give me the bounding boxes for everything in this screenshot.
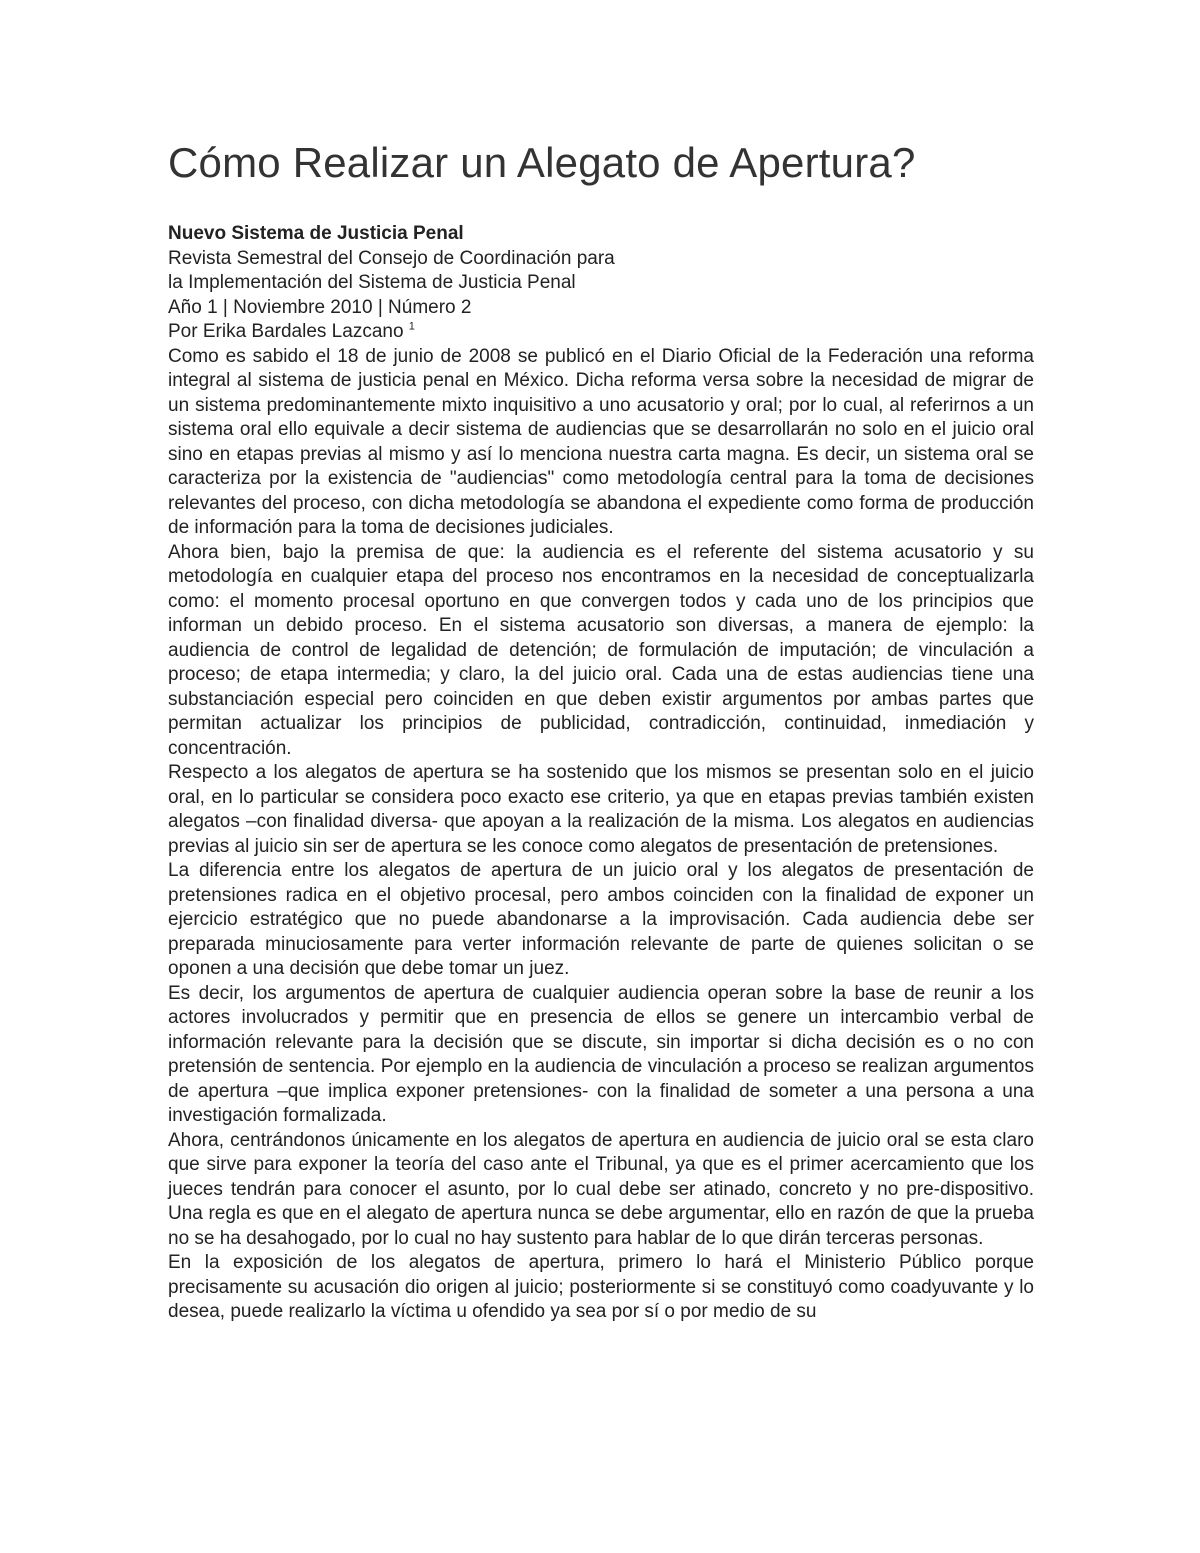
author-name: Por Erika Bardales Lazcano [168, 321, 404, 343]
author-footnote-marker: 1 [408, 321, 415, 334]
document-title: Cómo Realizar un Alegato de Apertura? [168, 139, 916, 186]
body-paragraph-3: Respecto a los alegatos de apertura se ha sostenido que los mismos se presentan solo en el juicio oral, en lo particular se considera poco exacto ese criterio, ya que en etapas previas también existen alegatos –con finalidad diversa- que apoyan a la realización de la misma. Los alegatos en audiencias previas al juicio sin ser de apertura se les conoce como alegatos de presentación de pretensiones. [168, 762, 1034, 857]
issue-line: Año 1 | Noviembre 2010 | Número 2 [168, 296, 472, 318]
document-page [168, 138, 1034, 1325]
body-paragraph-5: Es decir, los argumentos de apertura de cualquier audiencia operan sobre la base de reunir a los actores involucrados y permitir que en presencia de ellos se genere un intercambio verbal de información relevante para la decisión que se discute, sin importar si dicha decisión es o no con pretensión de sentencia. Por ejemplo en la audiencia de vinculación a proceso se realizan argumentos de apertura –que implica exponer pretensiones- con la finalidad de someter a una persona a una investigación formalizada. [168, 982, 1034, 1127]
body-paragraph-6: Ahora, centrándonos únicamente en los alegatos de apertura en audiencia de juicio oral se esta claro que sirve para exponer la teoría del caso ante el Tribunal, ya que es el primer acercamiento que los jueces tendrán para conocer el asunto, por lo cual debe ser atinado, concreto y no pre-dispositivo. Una regla es que en el alegato de apertura nunca se debe argumentar, ello en razón de que la prueba no se ha desahogado, por lo cual no hay sustento para hablar de lo que dirán terceras personas. [168, 1129, 1034, 1249]
document-subtitle: Nuevo Sistema de Justicia Penal [168, 223, 464, 245]
author-line [168, 320, 1034, 345]
body-paragraph-1: Como es sabido el 18 de junio de 2008 se publicó en el Diario Oficial de la Federación una reforma integral al sistema de justicia penal en México. Dicha reforma versa sobre la necesidad de migrar de un sistema predominantemente mixto inquisitivo a uno acusatorio y oral; por lo cual, al referirnos a un sistema oral ello equivale a decir sistema de audiencias que se desarrollarán no solo en el juicio oral sino en etapas previas al mismo y así lo menciona nuestra carta magna. Es decir, un sistema oral se caracteriza por la existencia de "audiencias" como metodología central para la toma de decisiones relevantes del proceso, con dicha metodología se abandona el expediente como forma de producción de información para la toma de decisiones judiciales. [168, 345, 1034, 539]
body-paragraph-4: La diferencia entre los alegatos de apertura de un juicio oral y los alegatos de presentación de pretensiones radica en el objetivo procesal, pero ambos coinciden con la finalidad de exponer un ejercicio estratégico que no puede abandonarse a la improvisación. Cada audiencia debe ser preparada minuciosamente para verter información relevante de parte de quienes solicitan o se oponen a una decisión que debe tomar un juez. [168, 860, 1034, 980]
publication-line-2: la Implementación del Sistema de Justicia Penal [168, 272, 576, 294]
body-paragraph-2: Ahora bien, bajo la premisa de que: la audiencia es el referente del sistema acusatorio y su metodología en cualquier etapa del proceso nos encontramos en la necesidad de conceptualizarla como: el momento procesal oportuno en que convergen todos y cada uno de los principios que informan un debido proceso. En el sistema acusatorio son diversas, a manera de ejemplo: la audiencia de control de legalidad de detención; de formulación de imputación; de vinculación a proceso; de etapa intermedia; y claro, la del juicio oral. Cada una de estas audiencias tiene una substanciación especial pero coinciden en que deben existir argumentos por ambas partes que permitan actualizar los principios de publicidad, contradicción, continuidad, inmediación y concentración. [168, 541, 1034, 759]
publication-line-1: Revista Semestral del Consejo de Coordinación para [168, 247, 615, 269]
body-paragraph-7: En la exposición de los alegatos de apertura, primero lo hará el Ministerio Público porque precisamente su acusación dio origen al juicio; posteriormente si se constituyó como coadyuvante y lo desea, puede realizarlo la víctima u ofendido ya sea por sí o por medio de su [168, 1252, 1034, 1323]
